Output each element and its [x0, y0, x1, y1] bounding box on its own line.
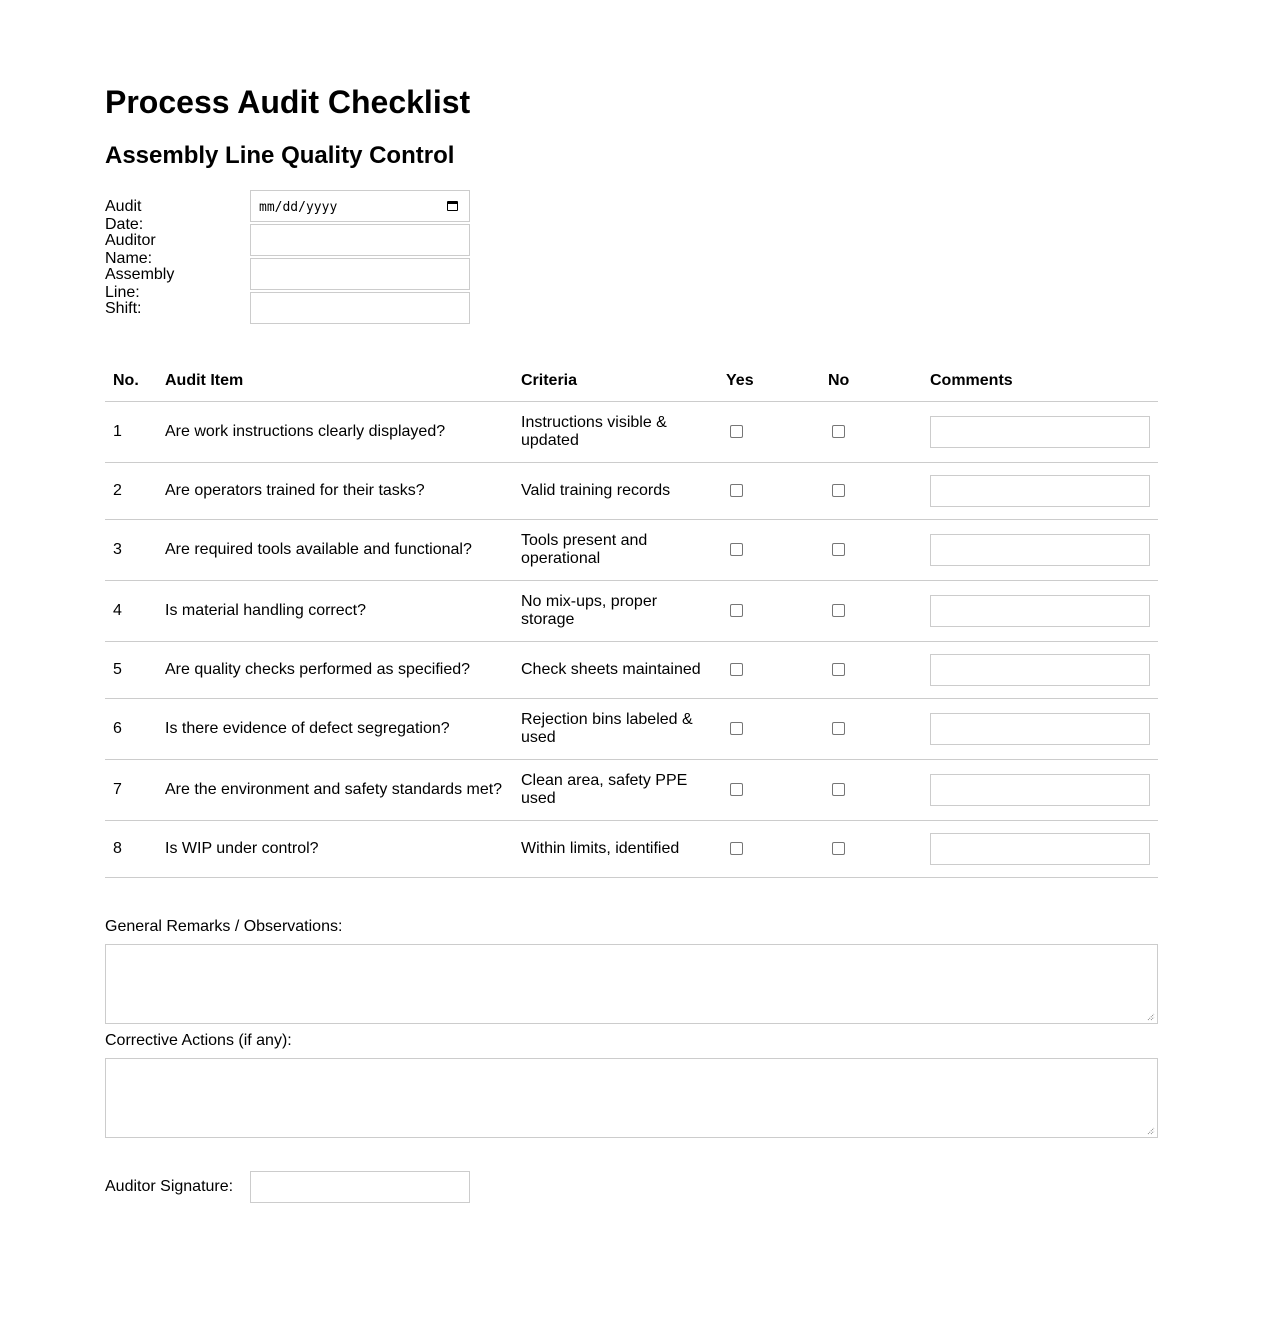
header-yes: Yes [718, 360, 820, 402]
no-checkbox[interactable] [832, 543, 845, 556]
no-checkbox[interactable] [832, 722, 845, 735]
no-checkbox[interactable] [832, 842, 845, 855]
table-row [105, 642, 1158, 699]
yes-checkbox[interactable] [730, 722, 743, 735]
corrective-actions-label: Corrective Actions (if any): [105, 1032, 292, 1049]
yes-checkbox[interactable] [730, 425, 743, 438]
criteria: Rejection bins labeled & used [513, 699, 718, 760]
table-row [105, 402, 1158, 463]
audit-item: Are quality checks performed as specified? [157, 642, 513, 699]
row-number: 2 [105, 463, 157, 520]
auditor-name-input[interactable] [250, 224, 470, 256]
row-number: 3 [105, 520, 157, 581]
criteria: Within limits, identified [513, 821, 718, 878]
row-number: 8 [105, 821, 157, 878]
shift-label: Shift: [105, 300, 142, 317]
no-checkbox[interactable] [832, 484, 845, 497]
yes-checkbox[interactable] [730, 484, 743, 497]
audit-date-input[interactable] [250, 190, 470, 222]
criteria: Tools present and operational [513, 520, 718, 581]
comment-input[interactable] [930, 833, 1150, 865]
criteria: Clean area, safety PPE used [513, 760, 718, 821]
comment-input[interactable] [930, 654, 1150, 686]
audit-checklist-table [105, 360, 1158, 878]
page-subtitle: Assembly Line Quality Control [105, 142, 455, 169]
criteria: Instructions visible & updated [513, 402, 718, 463]
header-criteria: Criteria [513, 360, 718, 402]
audit-item: Is there evidence of defect segregation? [157, 699, 513, 760]
remarks-label: General Remarks / Observations: [105, 918, 343, 935]
table-row [105, 463, 1158, 520]
row-number: 4 [105, 581, 157, 642]
resize-grip-icon[interactable] [1147, 1127, 1155, 1135]
row-number: 5 [105, 642, 157, 699]
table-row [105, 699, 1158, 760]
header-no-answer: No [820, 360, 922, 402]
comment-input[interactable] [930, 534, 1150, 566]
audit-date-label: Audit Date: [105, 198, 144, 233]
header-comments: Comments [922, 360, 1158, 402]
comment-input[interactable] [930, 774, 1150, 806]
auditor-name-label: Auditor Name: [105, 232, 156, 267]
yes-checkbox[interactable] [730, 842, 743, 855]
no-checkbox[interactable] [832, 604, 845, 617]
remarks-textarea[interactable] [105, 944, 1158, 1024]
no-checkbox[interactable] [832, 663, 845, 676]
criteria: No mix-ups, proper storage [513, 581, 718, 642]
audit-item: Is material handling correct? [157, 581, 513, 642]
no-checkbox[interactable] [832, 783, 845, 796]
comment-input[interactable] [930, 475, 1150, 507]
row-number: 1 [105, 402, 157, 463]
audit-item: Are operators trained for their tasks? [157, 463, 513, 520]
auditor-signature-input[interactable] [250, 1171, 470, 1203]
auditor-signature-label: Auditor Signature: [105, 1178, 234, 1195]
assembly-line-label: Assembly Line: [105, 266, 175, 301]
table-header-row [105, 360, 1158, 402]
criteria: Valid training records [513, 463, 718, 520]
calendar-icon[interactable] [447, 201, 458, 211]
yes-checkbox[interactable] [730, 663, 743, 676]
audit-item: Are required tools available and functional? [157, 520, 513, 581]
date-placeholder: mm/dd/yyyy [259, 200, 338, 215]
page-title: Process Audit Checklist [105, 84, 471, 120]
comment-input[interactable] [930, 595, 1150, 627]
corrective-actions-textarea[interactable] [105, 1058, 1158, 1138]
audit-item: Is WIP under control? [157, 821, 513, 878]
table-row [105, 760, 1158, 821]
row-number: 6 [105, 699, 157, 760]
header-audit-item: Audit Item [157, 360, 513, 402]
resize-grip-icon[interactable] [1147, 1013, 1155, 1021]
yes-checkbox[interactable] [730, 543, 743, 556]
yes-checkbox[interactable] [730, 783, 743, 796]
row-number: 7 [105, 760, 157, 821]
shift-input[interactable] [250, 292, 470, 324]
yes-checkbox[interactable] [730, 604, 743, 617]
audit-item: Are work instructions clearly displayed? [157, 402, 513, 463]
assembly-line-input[interactable] [250, 258, 470, 290]
table-row [105, 581, 1158, 642]
header-no: No. [105, 360, 157, 402]
criteria: Check sheets maintained [513, 642, 718, 699]
comment-input[interactable] [930, 416, 1150, 448]
table-row [105, 520, 1158, 581]
audit-item: Are the environment and safety standards met? [157, 760, 513, 821]
no-checkbox[interactable] [832, 425, 845, 438]
table-row [105, 821, 1158, 878]
comment-input[interactable] [930, 713, 1150, 745]
